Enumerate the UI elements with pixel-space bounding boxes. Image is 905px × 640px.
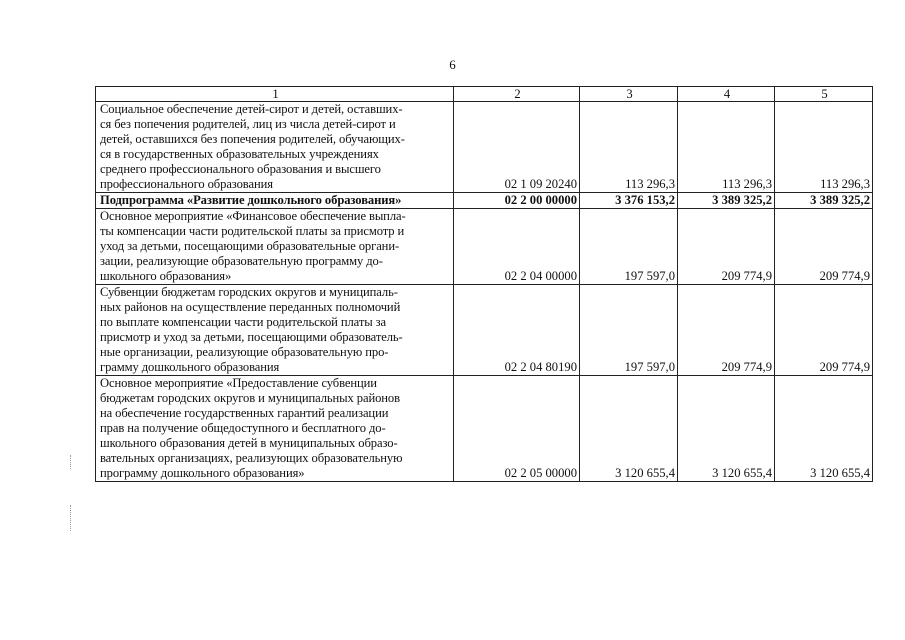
description-line: бюджетам городских округов и муниципальных районов: [100, 391, 400, 405]
page-number: 6: [449, 57, 456, 72]
row-code: 02 2 04 80190: [454, 285, 580, 376]
description-line: вательных организациях, реализующих образовательную: [100, 451, 403, 465]
description-line: присмотр и уход за детьми, посещающими образователь-: [100, 330, 403, 344]
table-row: [96, 102, 873, 193]
description-line: Подпрограмма «Развитие дошкольного образования»: [100, 193, 402, 207]
row-description: [96, 376, 454, 482]
row-value-col-5: 113 296,3: [775, 102, 873, 193]
description-line: ных районов на осуществление переданных полномочий: [100, 300, 401, 314]
header-col-2: 2: [454, 87, 580, 102]
row-description: [96, 193, 454, 209]
row-code: 02 1 09 20240: [454, 102, 580, 193]
description-line: Социальное обеспечение детей-сирот и детей, оставших-: [100, 102, 403, 116]
row-value-col-4: 3 120 655,4: [678, 376, 775, 482]
description-line: ты компенсации части родительской платы за присмотр и: [100, 224, 405, 238]
description-line: детей, оставшихся без попечения родителей, обучающих-: [100, 132, 405, 146]
header-col-1: 1: [96, 87, 454, 102]
table-row: [96, 209, 873, 285]
description-line: ся без попечения родителей, лиц из числа детей-сирот и: [100, 117, 396, 131]
description-line: на обеспечение государственных гарантий реализации: [100, 406, 389, 420]
row-value-col-3: 197 597,0: [580, 209, 678, 285]
budget-table: [95, 86, 873, 482]
row-value-col-5: 209 774,9: [775, 209, 873, 285]
scan-margin-mark: [70, 455, 72, 469]
description-line: уход за детьми, посещающими образовательные органи-: [100, 239, 400, 253]
description-line: профессионального образования: [100, 177, 273, 191]
row-description: [96, 209, 454, 285]
table-row-subprogram: [96, 193, 873, 209]
header-col-3: 3: [580, 87, 678, 102]
row-code: 02 2 00 00000: [454, 193, 580, 209]
description-line: ся в государственных образовательных учреждениях: [100, 147, 379, 161]
description-line: грамму дошкольного образования: [100, 360, 280, 374]
description-line: школьного образования детей в муниципальных образо-: [100, 436, 398, 450]
description-line: Основное мероприятие «Предоставление субвенции: [100, 376, 377, 390]
row-value-col-5: 209 774,9: [775, 285, 873, 376]
row-value-col-4: 209 774,9: [678, 285, 775, 376]
description-line: зации, реализующие образовательную программу до-: [100, 254, 383, 268]
row-value-col-3: 197 597,0: [580, 285, 678, 376]
header-col-4: 4: [678, 87, 775, 102]
row-value-col-3: 3 376 153,2: [580, 193, 678, 209]
description-line: школьного образования»: [100, 269, 232, 283]
description-line: Субвенции бюджетам городских округов и муниципаль-: [100, 285, 398, 299]
row-value-col-4: 3 389 325,2: [678, 193, 775, 209]
description-line: среднего профессионального образования и высшего: [100, 162, 381, 176]
row-value-col-4: 209 774,9: [678, 209, 775, 285]
row-value-col-5: 3 389 325,2: [775, 193, 873, 209]
row-description: [96, 285, 454, 376]
table-row: [96, 376, 873, 482]
row-description: [96, 102, 454, 193]
row-value-col-3: 113 296,3: [580, 102, 678, 193]
description-line: прав на получение общедоступного и бесплатного до-: [100, 421, 386, 435]
header-row: [96, 87, 873, 102]
row-value-col-4: 113 296,3: [678, 102, 775, 193]
row-value-col-5: 3 120 655,4: [775, 376, 873, 482]
description-line: по выплате компенсации части родительской платы за: [100, 315, 387, 329]
header-col-5: 5: [775, 87, 873, 102]
scan-margin-mark: [70, 505, 72, 531]
row-value-col-3: 3 120 655,4: [580, 376, 678, 482]
table-row: [96, 285, 873, 376]
description-line: программу дошкольного образования»: [100, 466, 305, 480]
description-line: Основное мероприятие «Финансовое обеспечение выпла-: [100, 209, 406, 223]
row-code: 02 2 04 00000: [454, 209, 580, 285]
description-line: ные организации, реализующие образовательную про-: [100, 345, 389, 359]
row-code: 02 2 05 00000: [454, 376, 580, 482]
